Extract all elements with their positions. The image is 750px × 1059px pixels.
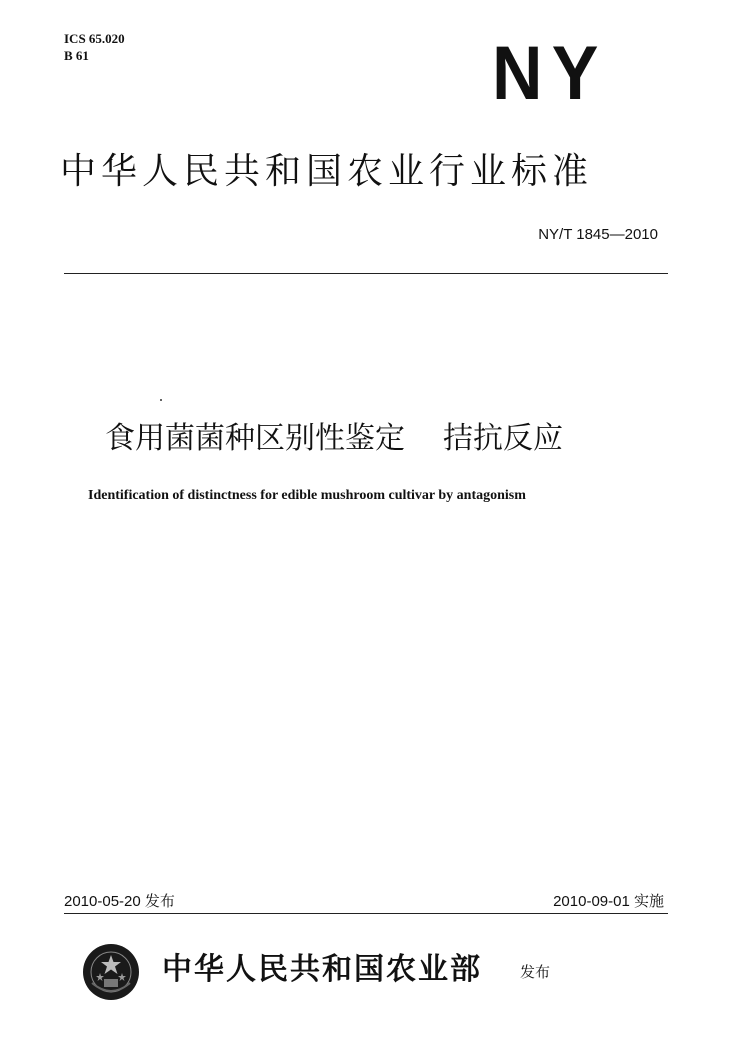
document-title-english: Identification of distinctness for edible mushroom cultivar by antagonism: [88, 488, 526, 503]
top-divider: [64, 273, 668, 274]
bottom-divider: [64, 913, 668, 914]
issue-date: 2010-05-20 发布: [64, 893, 175, 910]
document-title-chinese: [105, 419, 563, 459]
implementation-date: 2010-09-01 实施: [553, 893, 664, 910]
ics-code: ICS 65.020: [64, 31, 125, 46]
standard-number: NY/T 1845—2010: [538, 226, 658, 243]
document-title-sub: 拮抗反应: [443, 421, 563, 456]
document-title-main: 食用菌菌种区别性鉴定: [105, 421, 405, 456]
classification-codes: [64, 30, 125, 64]
speck-mark: [160, 399, 162, 401]
standard-category-title: 中华人民共和国农业行业标准: [60, 151, 594, 192]
ccs-code: B 61: [64, 48, 89, 63]
national-emblem-icon: [82, 943, 140, 1001]
publisher-name: 中华人民共和国农业部: [162, 952, 482, 987]
ny-standard-mark: NY: [492, 31, 608, 116]
publish-label: 发布: [520, 963, 551, 981]
